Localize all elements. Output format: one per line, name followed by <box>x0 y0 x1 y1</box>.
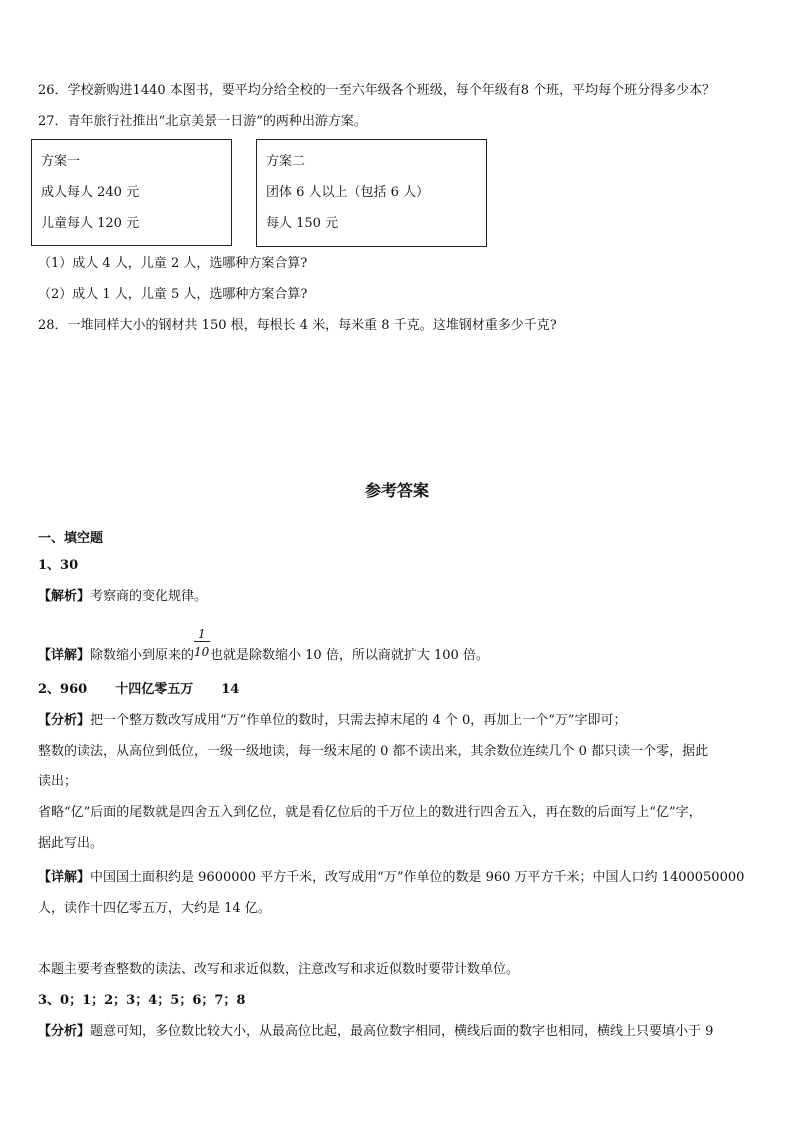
answer-1: 1、30 <box>38 558 79 573</box>
plan-two-price: 每人 150 元 <box>266 216 339 231</box>
detail-text: 中国国土面积约是 9600000 平方千米，改写成用“万”作单位的数是 960 万平方千米；中国人口约 1400050000 <box>90 870 745 885</box>
plan-two-group-condition: 团体 6 人以上（包括 6 人） <box>266 185 430 200</box>
plan-two-box <box>256 139 487 247</box>
question-27-part-1: （1）成人 4 人，儿童 2 人，选哪种方案合算? <box>38 256 308 271</box>
answer-2-analysis <box>38 712 627 730</box>
detail-tag: 【详解】 <box>38 648 91 663</box>
question-27-part-2: （2）成人 1 人，儿童 5 人，选哪种方案合算? <box>38 287 308 302</box>
section-fill-in-blank: 一、填空题 <box>38 531 104 546</box>
answer-2-part-2: 十四亿零五万 <box>115 682 194 697</box>
detail-tag: 【详解】 <box>38 870 91 885</box>
fraction-numerator: 1 <box>198 627 206 641</box>
answer-3-analysis <box>38 1023 713 1041</box>
plan-one-child-price: 儿童每人 120 元 <box>41 216 140 231</box>
plan-one-adult-price: 成人每人 240 元 <box>41 185 140 200</box>
answer-2 <box>38 681 239 699</box>
answer-2-detail <box>38 869 744 887</box>
answer-2-reading-rule: 整数的读法，从高位到低位，一级一级地读，每一级末尾的 0 都不读出来，其余数位连续几个 0 都只读一个零，据此 <box>38 744 709 759</box>
analysis-tag: 【分析】 <box>38 1024 91 1039</box>
answer-2-part-1: 2、960 <box>38 682 88 697</box>
fraction-one-tenth <box>194 627 210 665</box>
answer-2-rounding-rule: 省略“亿”后面的尾数就是四舍五入到亿位，就是看亿位后的千万位上的数进行四舍五入，再在数的后面写上“亿”字， <box>38 805 702 820</box>
question-28: 28．一堆同样大小的钢材共 150 根，每根长 4 米，每米重 8 千克。这堆钢材重多少千克? <box>38 318 557 333</box>
answer-2-summary: 本题主要考查整数的读法、改写和求近似数，注意改写和求近似数时要带计数单位。 <box>38 962 520 977</box>
question-27: 27．青年旅行社推出“北京美景一日游”的两种出游方案。 <box>38 114 367 129</box>
question-26: 26．学校新购进1440 本图书，要平均分给全校的一至六年级各个班级，每个年级有8 个班，平均每个班分得多少本？ <box>38 83 716 98</box>
detail-text-before: 除数缩小到原来的 <box>90 648 195 663</box>
answer-2-rounding-rule-cont: 据此写出。 <box>38 836 104 851</box>
answers-heading: 参考答案 <box>364 481 429 500</box>
answer-2-detail-cont: 人，读作十四亿零五万，大约是 14 亿。 <box>38 901 271 916</box>
plan-two-title: 方案二 <box>266 154 306 169</box>
fraction-bar <box>194 641 210 642</box>
answer-2-part-3: 14 <box>221 682 240 697</box>
answer-1-detail <box>38 627 489 665</box>
fraction-denominator: 10 <box>194 645 210 659</box>
answer-3: 3、0；1；2；3；4；5；6；7；8 <box>38 993 246 1008</box>
plan-one-box <box>31 139 232 246</box>
analysis-text: 把一个整万数改写成用“万”作单位的数时，只需去掉末尾的 4 个 0，再加上一个“万”字即可； <box>90 713 627 728</box>
analysis-text: 考察商的变化规律。 <box>90 589 208 604</box>
analysis-tag: 【解析】 <box>38 589 91 604</box>
plan-one-title: 方案一 <box>41 154 81 169</box>
analysis-text: 题意可知，多位数比较大小，从最高位比起，最高位数字相同，横线后面的数字也相同，横线上只要填小于 9 <box>90 1024 714 1039</box>
detail-text-after: 也就是除数缩小 10 倍，所以商就扩大 100 倍。 <box>210 648 489 663</box>
answer-1-analysis <box>38 588 207 606</box>
analysis-tag: 【分析】 <box>38 713 91 728</box>
answer-2-reading-rule-cont: 读出； <box>38 774 78 789</box>
